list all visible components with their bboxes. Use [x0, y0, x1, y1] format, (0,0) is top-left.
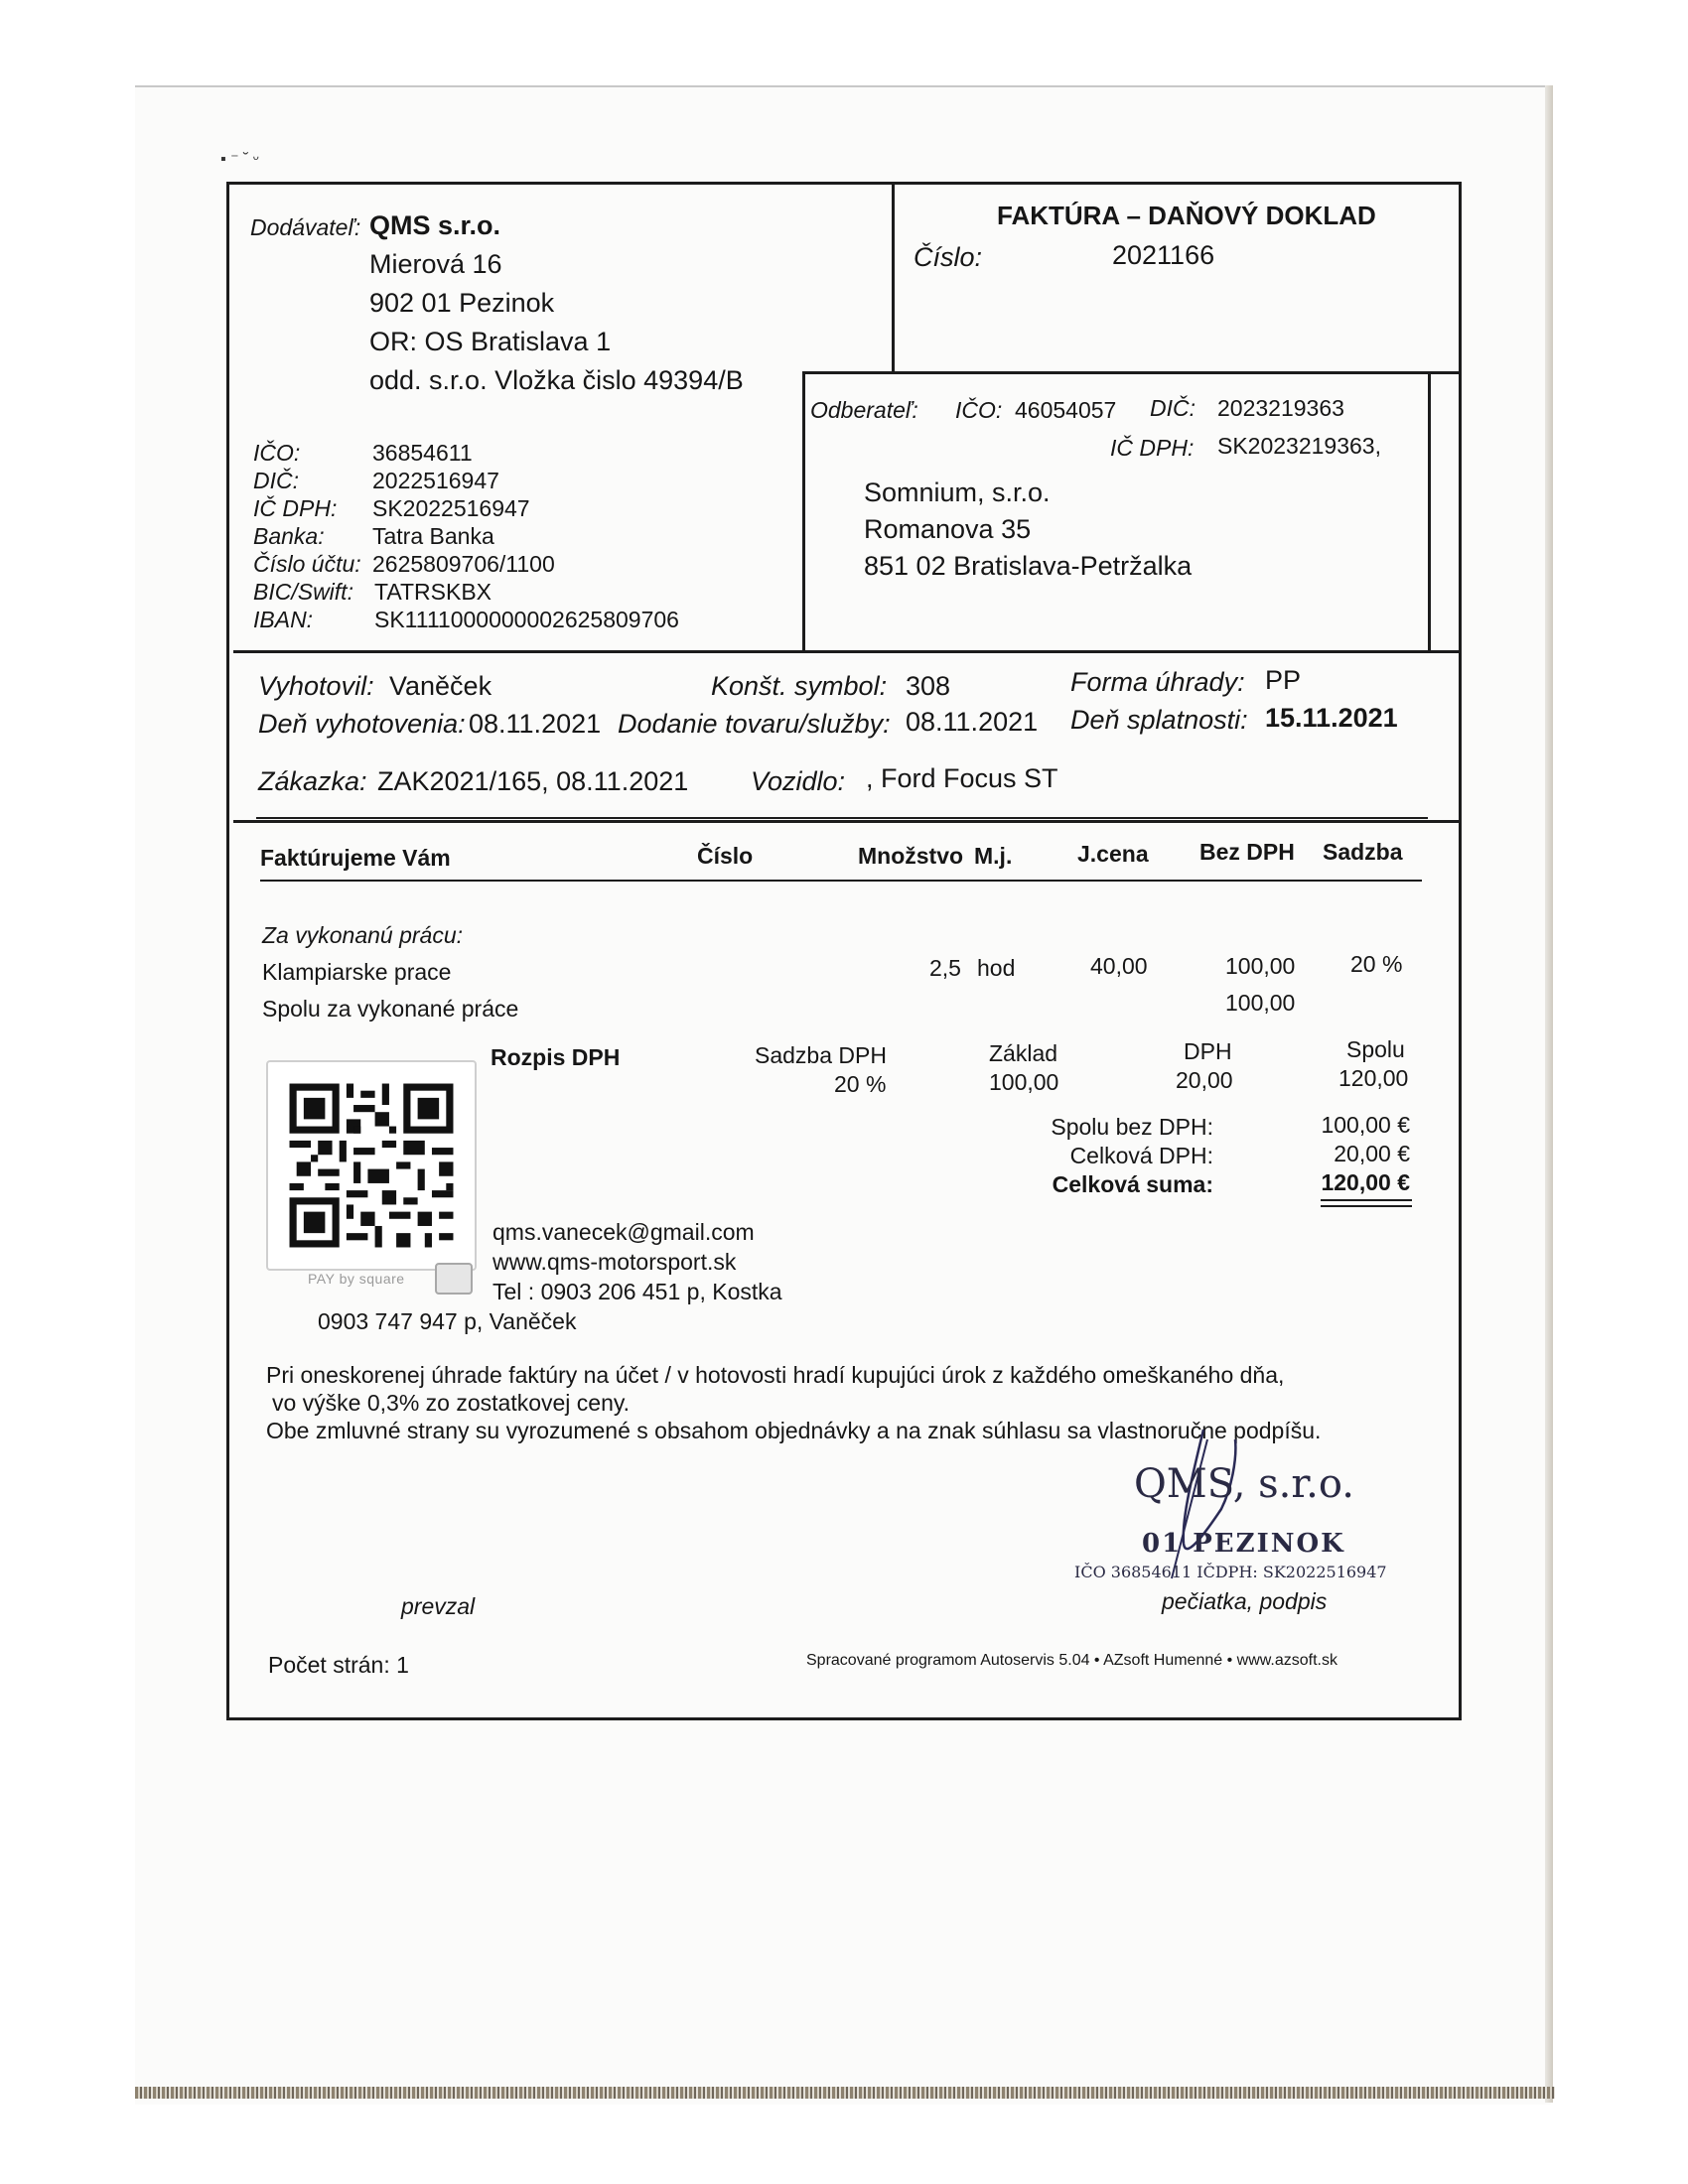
- vat-total: 120,00: [1338, 1065, 1409, 1091]
- supplier-field-label: Číslo účtu:: [253, 551, 361, 577]
- contact-web: www.qms-motorsport.sk: [492, 1249, 737, 1275]
- payment: PP: [1265, 665, 1302, 695]
- payment-label: Forma úhrady:: [1070, 667, 1245, 697]
- col-qty-header: Množstvo: [858, 843, 964, 869]
- paper-edge: [1545, 85, 1553, 2103]
- const-symbol: 308: [906, 671, 951, 701]
- supplier-field-label: IČO:: [253, 440, 301, 466]
- vat-total-header: Spolu: [1346, 1036, 1405, 1062]
- divider: [1428, 371, 1431, 652]
- vat-vat-header: DPH: [1184, 1038, 1232, 1064]
- invoice-number-label: Číslo:: [914, 242, 983, 272]
- divider: [802, 371, 805, 652]
- terms-line: Pri oneskorenej úhrade faktúry na účet / v hotovosti hradí kupujúci úrok z každého omeškaného dňa,: [266, 1362, 1285, 1388]
- vat-rate-header: Sadzba DPH: [755, 1042, 887, 1068]
- stamp-signature-label: pečiatka, podpis: [1162, 1588, 1328, 1614]
- due-date: 15.11.2021: [1265, 703, 1398, 733]
- col-net-header: Bez DPH: [1199, 839, 1295, 865]
- received-label: prevzal: [401, 1593, 476, 1619]
- software-credit: Spracované programom Autoservis 5.04 • AZsoft Humenné • www.azsoft.sk: [806, 1652, 1337, 1669]
- order-label: Zákazka:: [258, 766, 367, 796]
- customer-ico: 46054057: [1015, 397, 1117, 423]
- contact-phone1: Tel : 0903 206 451 p, Kostka: [492, 1279, 782, 1304]
- divider: [233, 820, 1462, 823]
- invoice-number: 2021166: [1112, 240, 1215, 270]
- divider: [892, 182, 895, 372]
- vat-base: 100,00: [989, 1069, 1059, 1095]
- supplier-field-label: Banka:: [253, 523, 325, 549]
- vat-title: Rozpis DPH: [491, 1044, 621, 1070]
- issue-date-label: Deň vyhotovenia:: [258, 709, 466, 739]
- item-rate: 20 %: [1350, 951, 1403, 977]
- contact-phone2: 0903 747 947 p, Vaněček: [318, 1308, 577, 1334]
- total-vat: 20,00 €: [1334, 1141, 1410, 1166]
- col-desc-header: Faktúrujeme Vám: [260, 845, 451, 871]
- customer-icdph-label: IČ DPH:: [1110, 435, 1195, 461]
- subtotal-label: Spolu za vykonané práce: [262, 996, 519, 1022]
- customer-dic-label: DIČ:: [1150, 395, 1196, 421]
- vehicle: , Ford Focus ST: [866, 763, 1058, 793]
- supplier-label: Dodávateľ:: [250, 214, 361, 240]
- customer-icdph: SK2023219363,: [1217, 433, 1381, 459]
- total-underline: [1321, 1205, 1412, 1207]
- customer-ico-label: IČO:: [955, 397, 1003, 423]
- supplier-register: OR: OS Bratislava 1: [369, 327, 612, 356]
- col-unit-header: M.j.: [974, 843, 1013, 869]
- due-label: Deň splatnosti:: [1070, 705, 1248, 735]
- order: ZAK2021/165, 08.11.2021: [377, 766, 689, 796]
- supplier-field-label: BIC/Swift:: [253, 579, 353, 605]
- customer-name: Somnium, s.r.o.: [864, 478, 1051, 507]
- vat-base-header: Základ: [989, 1040, 1058, 1066]
- supplier-field-value: SK1111000000002625809706: [374, 607, 679, 632]
- const-symbol-label: Konšt. symbol:: [711, 671, 888, 701]
- supplier-name: QMS s.r.o.: [369, 210, 501, 240]
- supplier-city: 902 01 Pezinok: [369, 288, 555, 318]
- grand-total-label: Celková suma:: [1052, 1171, 1213, 1197]
- subtotal: 100,00: [1225, 990, 1296, 1016]
- supplier-field-value: Tatra Banka: [372, 523, 494, 549]
- supplier-field-value: 2022516947: [372, 468, 499, 493]
- item-desc: Klampiarske prace: [262, 959, 452, 985]
- divider: [802, 371, 1462, 374]
- supplier-field-value: TATRSKBX: [374, 579, 492, 605]
- customer-label: Odberateľ:: [810, 397, 918, 423]
- pay-by-square-caption: PAY by square: [308, 1271, 405, 1287]
- invoice-title: FAKTÚRA – DAŇOVÝ DOKLAD: [997, 201, 1376, 230]
- customer-street: Romanova 35: [864, 514, 1032, 544]
- paper-edge-bottom: [135, 2087, 1555, 2099]
- supplier-field-label: IČ DPH:: [253, 495, 338, 521]
- total-underline: [1321, 1199, 1412, 1201]
- customer-city: 851 02 Bratislava-Petržalka: [864, 551, 1193, 581]
- supplier-field-value: 36854611: [372, 440, 473, 466]
- qr-code: [266, 1060, 477, 1271]
- supplier-field-value: 2625809706/1100: [372, 551, 555, 577]
- vehicle-label: Vozidlo:: [751, 766, 846, 796]
- customer-dic: 2023219363: [1217, 395, 1344, 421]
- item-unit: hod: [977, 955, 1016, 981]
- col-unit-price-header: J.cena: [1077, 841, 1149, 867]
- divider: [233, 650, 1462, 653]
- stamp-city: 01 PEZINOK: [1142, 1529, 1345, 1559]
- terms-line: vo výške 0,3% zo zostatkovej ceny.: [272, 1390, 631, 1416]
- item-unit-price: 40,00: [1090, 953, 1148, 979]
- vat-amount: 20,00: [1176, 1067, 1233, 1093]
- delivery-label: Dodanie tovaru/služby:: [618, 709, 891, 739]
- vat-rate: 20 %: [834, 1071, 887, 1097]
- divider: [256, 817, 1428, 819]
- col-number-header: Číslo: [697, 843, 754, 869]
- supplier-field-value: SK2022516947: [372, 495, 530, 521]
- contact-email: qms.vanecek@gmail.com: [492, 1219, 755, 1245]
- divider: [260, 880, 1422, 882]
- supplier-field-label: DIČ:: [253, 468, 299, 493]
- supplier-field-label: IBAN:: [253, 607, 314, 632]
- page-count: Počet strán: 1: [268, 1652, 409, 1678]
- scan-marks: ▪ ⁻ ˘ ᵕ: [220, 151, 259, 168]
- card-icon: [435, 1263, 473, 1295]
- delivery-date: 08.11.2021: [906, 707, 1039, 737]
- col-rate-header: Sadzba: [1323, 839, 1403, 865]
- issued-by: Vaněček: [389, 671, 492, 701]
- issue-date: 08.11.2021: [469, 709, 602, 739]
- supplier-street: Mierová 16: [369, 249, 502, 279]
- terms-line: Obe zmluvné strany su vyrozumené s obsahom objednávky a na znak súhlasu sa vlastnoručne podpíšu.: [266, 1418, 1322, 1443]
- total-net: 100,00 €: [1321, 1112, 1410, 1138]
- item-qty: 2,5: [929, 955, 961, 981]
- issued-by-label: Vyhotovil:: [258, 671, 374, 701]
- total-vat-label: Celková DPH:: [1069, 1143, 1213, 1168]
- stamp-company: QMS, s.r.o.: [1134, 1461, 1354, 1507]
- grand-total: 120,00 €: [1321, 1169, 1410, 1195]
- item-net: 100,00: [1225, 953, 1296, 979]
- stamp-ids: IČO 36854611 IČDPH: SK2022516947: [1074, 1563, 1387, 1581]
- items-section-title: Za vykonanú prácu:: [262, 922, 464, 948]
- qr-pattern: [268, 1062, 475, 1269]
- total-net-label: Spolu bez DPH:: [1051, 1114, 1213, 1140]
- supplier-register2: odd. s.r.o. Vložka čislo 49394/B: [369, 365, 744, 395]
